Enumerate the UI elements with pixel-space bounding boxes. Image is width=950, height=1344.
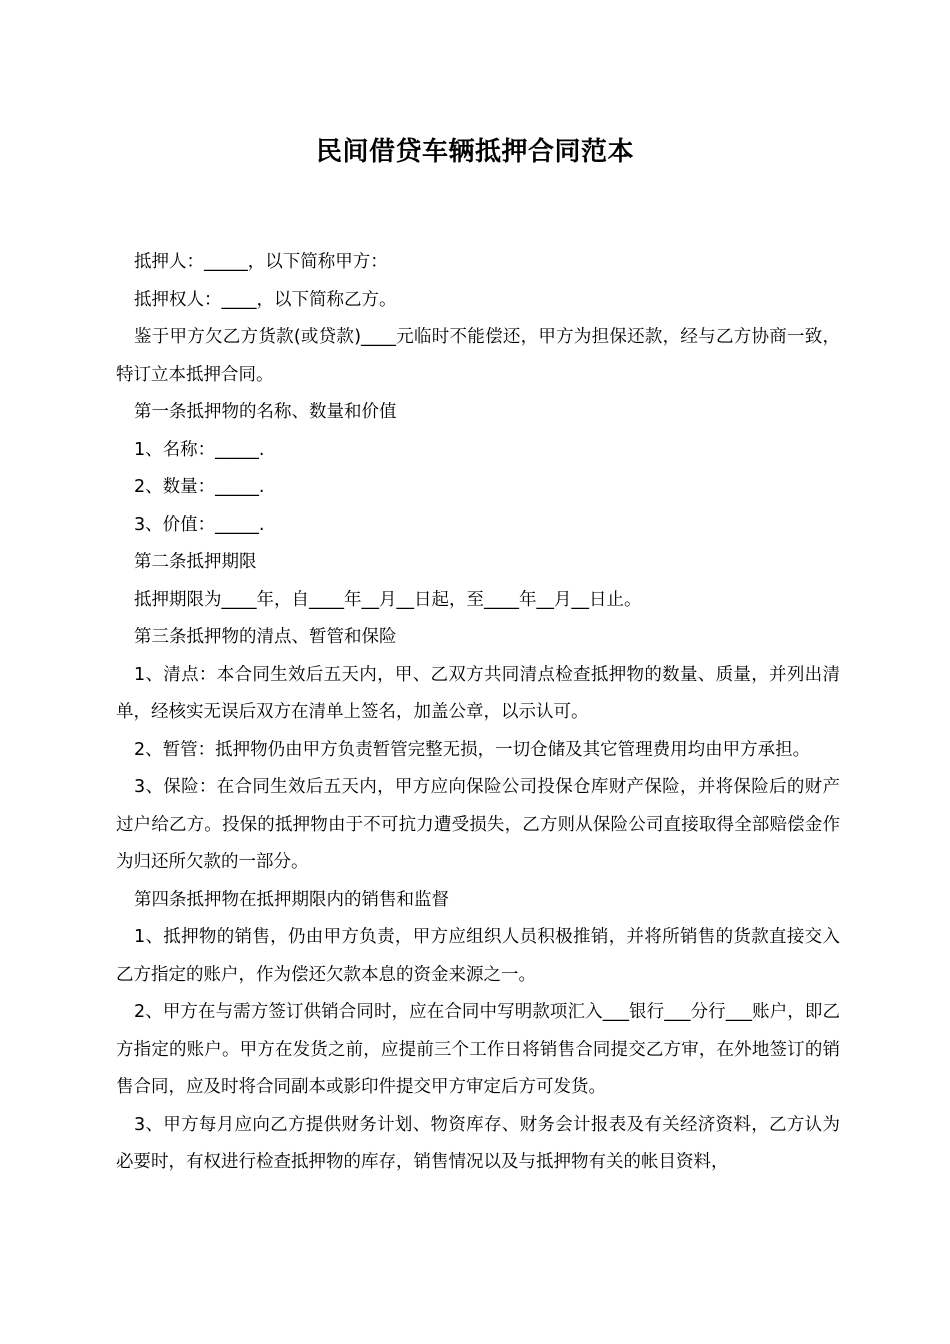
contract-body [116,244,840,1182]
article-4-item-reports: 3、甲方每月应向乙方提供财务计划、物资库存、财务会计报表及有关经济资料，乙方认为必要时，有权进行检查抵押物的库存，销售情况以及与抵押物有关的帐目资料， [116,1114,840,1172]
party-b-line: 抵押权人：____，以下简称乙方。 [134,289,397,310]
article-4-item-sales: 1、抵押物的销售，仍由甲方负责，甲方应组织人员积极推销，并将所销售的货款直接交入乙方指定的账户，作为偿还欠款本息的资金来源之一。 [116,927,840,985]
preamble-paragraph: 鉴于甲方欠乙方货款(或贷款)____元临时不能偿还，甲方为担保还款，经与乙方协商一致，特订立本抵押合同。 [116,327,840,385]
article-3-item-insurance: 3、保险：在合同生效后五天内，甲方应向保险公司投保仓库财产保险，并将保险后的财产过户给乙方。投保的抵押物由于不可抗力遭受损失，乙方则从保险公司直接取得全部赔偿金作为归还所欠款的一部分。 [116,777,840,872]
article-1-item-value: 3、价值：_____. [134,514,265,535]
article-4-heading: 第四条抵押物在抵押期限内的销售和监督 [134,889,449,910]
article-2-heading: 第二条抵押期限 [134,552,257,572]
article-2-term: 抵押期限为____年，自____年__月__日起，至____年__月__日止。 [134,589,642,610]
article-4-item-contracts: 2、甲方在与需方签订供销合同时，应在合同中写明款项汇入___银行___分行___账户，即乙方指定的账户。甲方在发货之前，应提前三个工作日将销售合同提交乙方审，在外地签订的销售合同，应及时将合同副本或影印件提交甲方审定后方可发货。 [116,1002,840,1097]
article-1-item-quantity: 2、数量：_____. [134,477,265,497]
document-title: 民间借贷车辆抵押合同范本 [315,137,634,167]
party-a-line: 抵押人：_____，以下简称甲方： [134,252,388,272]
article-1-item-name: 1、名称：_____. [134,439,265,460]
article-1-heading: 第一条抵押物的名称、数量和价值 [134,402,397,422]
article-3-item-custody: 2、暂管：抵押物仍由甲方负责暂管完整无损，一切仓储及其它管理费用均由甲方承担。 [134,739,811,760]
article-3-heading: 第三条抵押物的清点、暂管和保险 [134,627,397,647]
article-3-item-inventory: 1、清点：本合同生效后五天内，甲、乙双方共同清点检查抵押物的数量、质量，并列出清单，经核实无误后双方在清单上签名，加盖公章，以示认可。 [116,664,840,722]
